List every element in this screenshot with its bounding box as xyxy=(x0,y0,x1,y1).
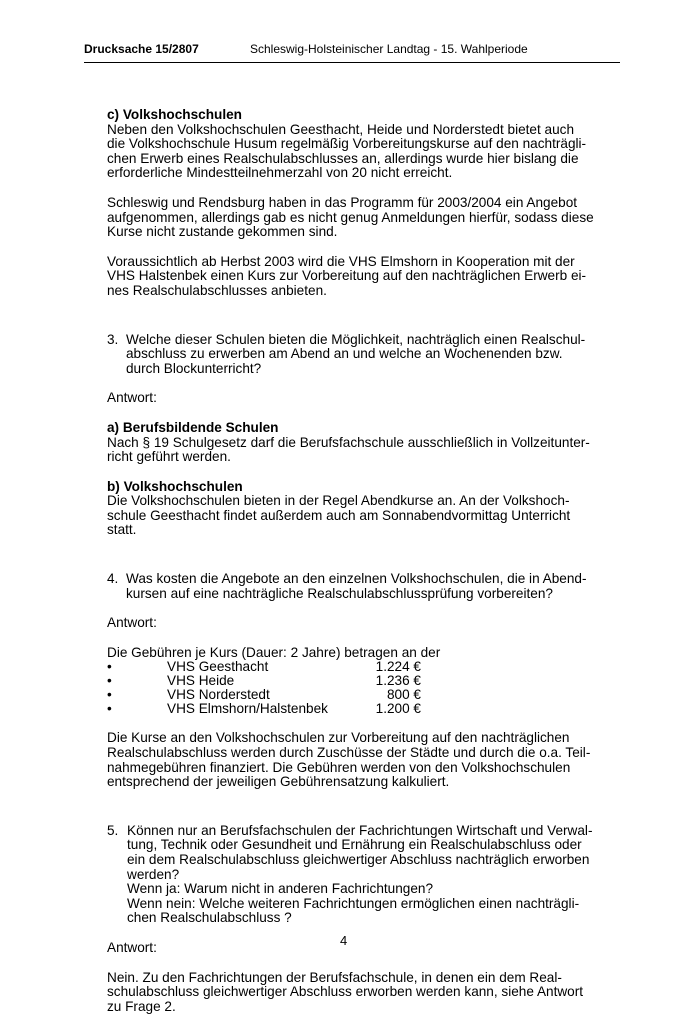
doc-number: Drucksache 15/2807 xyxy=(84,42,199,56)
list-item: • VHS Elmshorn/Halstenbek 1.200 € xyxy=(107,701,421,717)
list-item: • VHS Norderstedt 800 € xyxy=(107,687,421,703)
parliament-title: Schleswig-Holsteinischer Landtag - 15. Wahlperiode xyxy=(250,42,528,56)
question-3: 3. Welche dieser Schulen bieten die Möglichkeit, nachträglich einen Realschul- abschluss zu erwerben am Abend an und welche an Wochenenden bzw. durch Blockunterricht? xyxy=(107,331,586,376)
list-item: • VHS Geesthacht 1.224 € xyxy=(107,659,421,675)
paragraph: Neben den Volkshochschulen Geesthacht, Heide und Norderstedt bietet auch die Volkshochschule Husum regelmäßig Vorbereitungskurse auf den nachträgli- chen Erwerb eines Realschulabschlusses an, allerdings wurde hier bislang die erforderliche Mindestteilnehmerzahl von 20 nicht erreicht. xyxy=(107,121,587,181)
answer-label: Antwort: xyxy=(107,390,157,406)
document-body xyxy=(107,108,627,1014)
header-rule xyxy=(84,62,620,63)
paragraph: Voraussichtlich ab Herbst 2003 wird die VHS Elmshorn in Kooperation mit der VHS Halstenbek einen Kurs zur Vorbereitung auf den nachträglichen Erwerb ei- nes Realschulabschlusses anbieten. xyxy=(107,253,587,298)
paragraph: Schleswig und Rendsburg haben in das Programm für 2003/2004 ein Angebot aufgenommen, allerdings gab es nicht genug Anmeldungen hierfür, sodass diese Kurse nicht zustande gekommen sind. xyxy=(107,194,594,240)
page-number: 4 xyxy=(340,933,348,948)
paragraph: Nein. Zu den Fachrichtungen der Berufsfachschule, in denen ein dem Real- schulabschluss gleichwertiger Abschluss erworben werden kann, siehe Antwort zu Frage 2. xyxy=(107,969,584,1014)
question-4: 4. Was kosten die Angebote an den einzelnen Volkshochschulen, die in Abend- kursen auf eine nachträgliche Realschulabschlussprüfung vorbereiten? xyxy=(107,571,587,601)
fees-intro: Die Gebühren je Kurs (Dauer: 2 Jahre) betragen an der xyxy=(107,644,441,660)
answer-label: Antwort: xyxy=(107,939,157,955)
paragraph: Nach § 19 Schulgesetz darf die Berufsfachschule ausschließlich in Vollzeitunter- richt geführt werden. xyxy=(107,434,590,465)
paragraph: Die Kurse an den Volkshochschulen zur Vorbereitung auf den nachträglichen Realschulabschluss werden durch Zuschüsse der Städte und durch die o.a. Teil- nahmegebühren finanziert. Die Gebühren werden von den Volkshochschulen entsprechend der jeweiligen Gebührensatzung kalkuliert. xyxy=(107,730,591,790)
question-5: 5. Können nur an Berufsfachschulen der Fachrichtungen Wirtschaft und Verwal- tung, Technik oder Gesundheit und Ernährung ein Realschulabschluss oder ein dem Realschulabschluss gleichwertiger Abschluss nachträglich erworben werden? Wenn ja: Warum nicht in anderen Fachrichtungen? Wenn nein: Welche weiteren Fachrichtungen ermöglichen einen nachträgli- chen Realschulabschluss ? xyxy=(107,822,593,926)
section-heading: b) Volkshochschulen xyxy=(107,478,243,494)
section-heading: a) Berufsbildende Schulen xyxy=(107,419,279,435)
section-heading: c) Volkshochschulen xyxy=(107,107,242,122)
answer-label: Antwort: xyxy=(107,615,157,631)
list-item: • VHS Heide 1.236 € xyxy=(107,673,421,689)
fee-list xyxy=(107,660,627,716)
paragraph: Die Volkshochschulen bieten in der Regel Abendkurse an. An der Volkshoch- schule Geesthacht findet außerdem auch am Sonnabendvormittag Unterricht statt. xyxy=(107,493,571,538)
